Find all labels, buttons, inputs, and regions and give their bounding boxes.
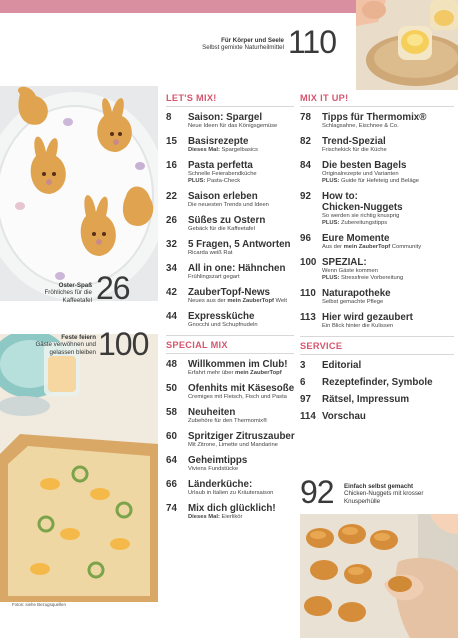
entries-special-mix (166, 359, 294, 521)
subtitle-text: Schlagsahne, Eischnee & Co. (322, 123, 399, 129)
page-number: 96 (300, 233, 311, 244)
entry-subtitle (322, 213, 454, 220)
feature-text-26: Fröhliches für die Kaffeetafel (44, 289, 92, 304)
subtitle-text: Cremiges mit Fleisch, Fisch und Pasta (188, 394, 287, 400)
entry-title: Die besten Bagels (322, 160, 407, 171)
subtitle-text: Frühlingszart gegart (188, 274, 240, 280)
subtitle-brand: mein ZauberTopf (235, 370, 282, 376)
entry-body (188, 191, 294, 209)
entry-subtitle (188, 123, 294, 130)
subtitle-bold-prefix: PLUS: (322, 275, 342, 281)
entry-subtitle (188, 514, 294, 521)
entry-title: 5 Fragen, 5 Antworten (188, 239, 291, 250)
entry-subtitle-plus (322, 275, 454, 282)
entry-title: Basisrezepte (188, 136, 249, 147)
page-number: 26 (166, 215, 177, 226)
page-number: 74 (166, 503, 177, 514)
entry-body (322, 136, 454, 154)
subtitle-text: Erfahrt mehr über (188, 370, 236, 376)
subtitle-text: Schnelle Feierabendküche (188, 171, 257, 177)
entry-title: Rezeptefinder, Symbole (322, 377, 433, 388)
subtitle-text: Pasta-Check (207, 178, 241, 184)
entry-body (322, 288, 454, 306)
entry-title: Neuheiten (188, 407, 236, 418)
toc-entry[interactable] (166, 503, 294, 521)
photo-natural-remedy (356, 0, 458, 90)
page-number: 84 (300, 160, 311, 171)
entry-body (322, 312, 454, 330)
entry-title: Saison erleben (188, 191, 258, 202)
entry-body (188, 479, 294, 497)
toc-entry[interactable] (300, 160, 454, 185)
subtitle-text: Ricarda weiß Rat (188, 250, 233, 256)
entry-subtitle (322, 147, 454, 154)
subtitle-text: Guide für Hefeteig und Beläge (341, 178, 420, 184)
feature-caption-100 (30, 334, 96, 356)
entry-body (188, 311, 294, 329)
entry-body (188, 383, 294, 401)
entry-title: Naturapotheke (322, 288, 391, 299)
entry-body (188, 160, 294, 185)
subtitle-brand: mein ZauberTopf (343, 244, 391, 250)
entry-body (322, 233, 454, 251)
page-number: 82 (300, 136, 311, 147)
entry-title: Willkommen im Club! (188, 359, 288, 370)
subtitle-text: Gnocchi und Schupfnudeln (188, 322, 258, 328)
subtitle-text: Originalrezepte und Varianten (322, 171, 399, 177)
page-number: 100 (300, 257, 317, 268)
feature-caption-110 (190, 37, 284, 52)
entry-subtitle (188, 394, 294, 401)
page-number: 6 (300, 377, 306, 388)
section-rule (300, 106, 454, 107)
section-heading-special-mix: SPECIAL MIX (166, 340, 228, 350)
entry-body (322, 112, 454, 130)
subtitle-text: Viviens Fundstücke (188, 466, 239, 472)
subtitle-text: Zubehöre für den Thermomix® (188, 418, 268, 424)
toc-entry[interactable] (166, 287, 294, 305)
page-number: 8 (166, 112, 172, 123)
entry-subtitle-plus (188, 178, 294, 185)
entry-body (322, 411, 454, 422)
page-number: 3 (300, 360, 306, 371)
section-rule (166, 353, 294, 354)
subtitle-text: Die neuesten Trends und Ideen (188, 202, 269, 208)
feature-number-92: 92 (300, 474, 334, 510)
toc-entry[interactable] (166, 215, 294, 233)
entry-title: Rätsel, Impressum (322, 394, 410, 405)
toc-entry[interactable] (300, 360, 454, 371)
entries-mix-it-up (300, 112, 454, 330)
toc-entry[interactable] (300, 288, 454, 306)
entry-body (322, 360, 454, 371)
photo-chicken-nuggets (300, 514, 458, 638)
subtitle-bold-prefix: PLUS: (322, 220, 342, 226)
toc-entry[interactable] (166, 383, 294, 401)
entry-subtitle (188, 322, 294, 329)
entry-subtitle (322, 323, 454, 330)
feature-number-100: 100 (98, 326, 149, 362)
page-number: 15 (166, 136, 177, 147)
entry-title: Eure Momente (322, 233, 390, 244)
section-rule (166, 106, 294, 107)
entry-title: Tipps für Thermomix® (322, 112, 427, 123)
entry-title: Mix dich glücklich! (188, 503, 276, 514)
section-heading-mix-it-up: MIX IT UP! (300, 93, 349, 103)
subtitle-bold-prefix: Dieses Mal: (188, 147, 222, 153)
entry-subtitle (188, 147, 294, 154)
entry-title: All in one: Hähnchen (188, 263, 286, 274)
entry-subtitle (322, 123, 454, 130)
entry-body (188, 263, 294, 281)
section-rule (300, 336, 454, 337)
feature-kicker-26: Oster-Spaß (58, 282, 92, 289)
feature-kicker-100: Feste feiern (61, 334, 96, 341)
entry-title: Süßes zu Ostern (188, 215, 266, 226)
subtitle-text: Aus der (322, 244, 344, 250)
toc-entry[interactable] (300, 312, 454, 330)
page-number: 44 (166, 311, 177, 322)
subtitle-text: Zubereitungstipps (341, 220, 388, 226)
page-number: 97 (300, 394, 311, 405)
feature-text-100: Gäste verwöhnen und gelassen bleiben (35, 341, 96, 356)
entry-subtitle (188, 442, 295, 449)
toc-entry[interactable] (300, 411, 454, 422)
subtitle-text: Spargelbasics (221, 147, 258, 153)
toc-column-left (166, 92, 294, 527)
feature-number-110: 110 (288, 24, 337, 60)
subtitle-bold-prefix: Dieses Mal: (188, 514, 222, 520)
entry-title: Geheimtipps (188, 455, 248, 466)
toc-entry[interactable] (300, 191, 454, 227)
subtitle-bold-prefix: PLUS: (188, 178, 208, 184)
toc-entry[interactable] (166, 431, 294, 449)
page-number: 34 (166, 263, 177, 274)
entry-title: Pasta perfetta (188, 160, 253, 171)
toc-entry[interactable] (300, 394, 454, 405)
page-number: 113 (300, 312, 316, 323)
entry-subtitle (322, 299, 454, 306)
feature-text-92: Chicken-Nuggets mit krosser Knusperhülle (344, 490, 424, 505)
page-number: 58 (166, 407, 177, 418)
toc-entry[interactable] (166, 407, 294, 425)
entry-subtitle (188, 274, 294, 281)
toc-entry[interactable] (300, 377, 454, 388)
page-number: 64 (166, 455, 177, 466)
toc-entry[interactable] (300, 136, 454, 154)
entry-body (188, 359, 294, 377)
entry-subtitle (188, 466, 294, 473)
entry-body (188, 239, 294, 257)
entry-title: Ofenhits mit Käsesoße (188, 383, 295, 394)
page-number: 66 (166, 479, 177, 490)
toc-entry[interactable] (166, 455, 294, 473)
subtitle-text: Wenn Gäste kommen (322, 268, 378, 274)
subtitle-text: Selbst gemachte Pflege (322, 299, 384, 305)
section-heading-lets-mix: LET'S MIX! (166, 93, 217, 103)
subtitle-text: Frischekick für die Küche (322, 147, 387, 153)
entry-title: Vorschau (322, 411, 366, 422)
subtitle-text: Mit Zitrone, Limette und Mandarine (188, 442, 278, 448)
toc-entry[interactable] (300, 112, 454, 130)
toc-entry[interactable] (300, 257, 454, 282)
entry-body (188, 136, 294, 154)
entries-lets-mix (166, 112, 294, 329)
toc-entry[interactable] (166, 263, 294, 281)
feature-caption-92 (344, 483, 454, 505)
entry-title-line2: Chicken-Nuggets (322, 202, 403, 213)
entry-body (188, 503, 294, 521)
page-number: 78 (300, 112, 311, 123)
toc-column-right (300, 92, 454, 428)
feature-kicker-92: Einfach selbst gemacht (344, 483, 414, 490)
subtitle-text: Eierlikör (221, 514, 243, 520)
entry-title: How to: (322, 191, 358, 202)
entry-subtitle (188, 418, 294, 425)
entry-body (322, 394, 454, 405)
subtitle-text-end: Welt (273, 298, 288, 304)
entries-service (300, 360, 454, 422)
entry-body (188, 215, 294, 233)
subtitle-text: Urlaub in Italien zu Kräutersaison (188, 490, 274, 496)
section-heading-service: SERVICE (300, 341, 343, 351)
section-rule (166, 335, 294, 336)
feature-kicker-110: Für Körper und Seele (221, 37, 284, 44)
entry-body (322, 160, 454, 185)
subtitle-text: So werden sie richtig knusprig (322, 213, 400, 219)
entry-subtitle (188, 298, 294, 305)
subtitle-bold-prefix: PLUS: (322, 178, 342, 184)
subtitle-text: Ein Blick hinter die Kulissen (322, 323, 394, 329)
entry-body (322, 191, 454, 227)
page-number: 114 (300, 411, 316, 422)
entry-body (188, 287, 294, 305)
entry-title: Editorial (322, 360, 362, 371)
page-number: 16 (166, 160, 177, 171)
entry-subtitle (322, 171, 454, 178)
toc-entry[interactable] (166, 112, 294, 130)
entry-title: Länderküche: (188, 479, 253, 490)
page-number: 32 (166, 239, 177, 250)
entry-subtitle-plus (322, 178, 454, 185)
photo-credit: Fotos: siehe Bezugsquellen (12, 602, 66, 607)
feature-number-26: 26 (96, 270, 130, 306)
toc-entry[interactable] (166, 160, 294, 185)
section-rule (300, 354, 454, 355)
feature-text-110: Selbst gemixte Naturheilmittel (202, 44, 284, 52)
subtitle-text: Neue Ideen für das Königsgemüse (188, 123, 278, 129)
entry-subtitle (188, 250, 294, 257)
entry-body (188, 407, 294, 425)
entry-body (188, 112, 294, 130)
entry-subtitle (322, 244, 454, 251)
entry-body (188, 455, 294, 473)
subtitle-text: Neues aus der (188, 298, 228, 304)
entry-subtitle-plus (322, 220, 454, 227)
entry-title: Saison: Spargel (188, 112, 263, 123)
toc-entry[interactable] (166, 359, 294, 377)
page-number: 110 (300, 288, 316, 299)
entry-title: Expressküche (188, 311, 255, 322)
entry-subtitle (322, 268, 454, 275)
toc-entry[interactable] (166, 479, 294, 497)
entry-title: Trend-Spezial (322, 136, 386, 147)
toc-entry[interactable] (166, 239, 294, 257)
entry-title: SPEZIAL: (322, 257, 367, 268)
subtitle-text: Stressfreie Vorbereitung (341, 275, 404, 281)
entry-body (188, 431, 295, 449)
photo-easter-bunnies (0, 86, 158, 304)
entry-subtitle (188, 226, 294, 233)
page-number: 42 (166, 287, 177, 298)
page-number: 92 (300, 191, 311, 202)
entry-body (322, 257, 454, 282)
photo-party-tart (0, 334, 158, 602)
feature-caption-26 (32, 282, 92, 304)
subtitle-text: Gebäck für die Kaffeetafel (188, 226, 255, 232)
toc-entry[interactable] (166, 136, 294, 154)
subtitle-text-end: Community (390, 244, 422, 250)
toc-entry[interactable] (166, 191, 294, 209)
subtitle-brand: mein ZauberTopf (227, 298, 274, 304)
toc-entry[interactable] (166, 311, 294, 329)
page-number: 48 (166, 359, 177, 370)
entry-subtitle (188, 171, 294, 178)
page-number: 50 (166, 383, 177, 394)
entry-body (322, 377, 454, 388)
entry-subtitle (188, 490, 294, 497)
page-number: 22 (166, 191, 177, 202)
entry-title: ZauberTopf-News (188, 287, 271, 298)
entry-subtitle (188, 370, 294, 377)
entry-title: Hier wird gezaubert (322, 312, 413, 323)
page-number: 60 (166, 431, 177, 442)
toc-entry[interactable] (300, 233, 454, 251)
entry-subtitle (188, 202, 294, 209)
entry-title: Spritziger Zitruszauber (188, 431, 295, 442)
